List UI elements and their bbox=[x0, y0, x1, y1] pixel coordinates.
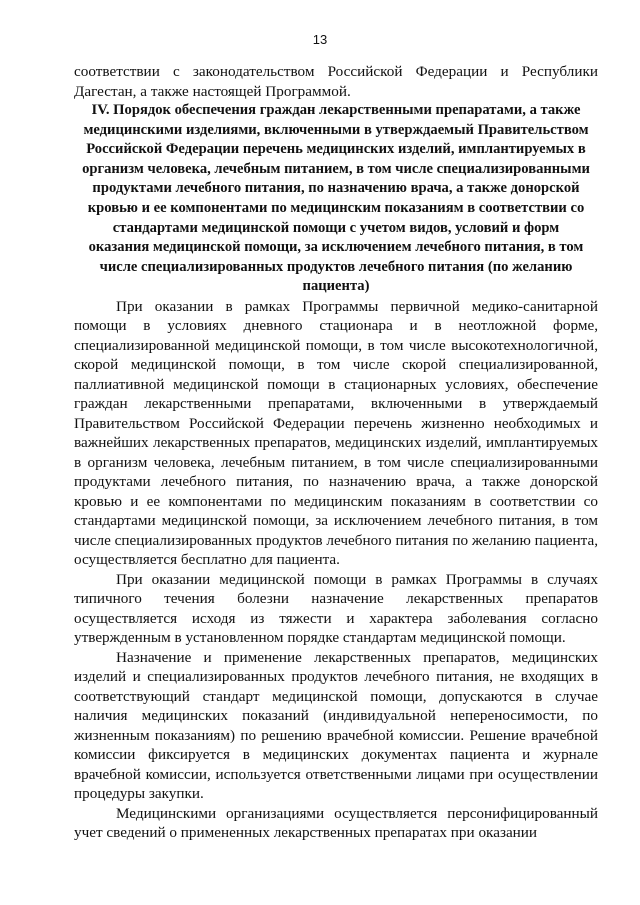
paragraph-1: При оказании в рамках Программы первичной медико-санитарной помощи в условиях дневного стационара и в неотложной форме, специализированной медицинской помощи, в том числе высокотехнологичной, скорой медицинской помощи, в том числе скорой специализированной, паллиативной медицинской помощи в стационарных условиях, обеспечение граждан лекарственными препаратами, включенными в утверждаемый Правительством Российской Федерации перечень жизненно необходимых и важнейших лекарственных препаратов, медицинских изделий, имплантируемых в организм человека, лечебным питанием, в том числе специализированными продуктами лечебного питания, по назначению врача, а также донорской кровью и ее компонентами по медицинским показаниям в соответствии со стандартами медицинской помощи, за исключением лечебного питания, в том числе специализированных продуктов лечебного питания по желанию пациента, осуществляется бесплатно для пациента. bbox=[74, 297, 598, 569]
section-heading: IV. Порядок обеспечения граждан лекарственными препаратами, а также медицинскими изделиями, включенными в утверждаемый Правительством Российской Федерации перечень медицинских изделий, имплантируемых в организм человека, лечебным питанием, в том числе специализированными продуктами лечебного питания, по назначению врача, а также донорской кровью и ее компонентами по медицинским показаниям в соответствии со стандартами медицинской помощи с учетом видов, условий и форм оказания медицинской помощи, за исключением лечебного питания, в том числе специализированных продуктов лечебного питания (по желанию пациента) bbox=[82, 102, 590, 295]
paragraph-4: Медицинскими организациями осуществляется персонифицированный учет сведений о примененных лекарственных препаратах при оказании bbox=[74, 804, 598, 842]
intro-paragraph: соответствии с законодательством Российской Федерации и Республики Дагестан, а также настоящей Программой. bbox=[74, 63, 598, 100]
page-number: 13 bbox=[312, 32, 328, 47]
paragraph-2: При оказании медицинской помощи в рамках Программы в случаях типичного течения болезни назначение лекарственных препаратов осуществляется исходя из тяжести и характера заболевания согласно утвержденным в установленном порядке стандартам медицинской помощи. bbox=[74, 570, 598, 647]
paragraph-3: Назначение и применение лекарственных препаратов, медицинских изделий и специализированных продуктов лечебного питания, не входящих в соответствующий стандарт медицинской помощи, допускаются в случае наличия медицинских показаний (индивидуальной непереносимости, по жизненным показаниям) по решению врачебной комиссии. Решение врачебной комиссии фиксируется в медицинских документах пациента и журнале врачебной комиссии, используется ответственными лицами при осуществлении процедуры закупки. bbox=[74, 648, 598, 803]
document-body bbox=[74, 62, 598, 843]
